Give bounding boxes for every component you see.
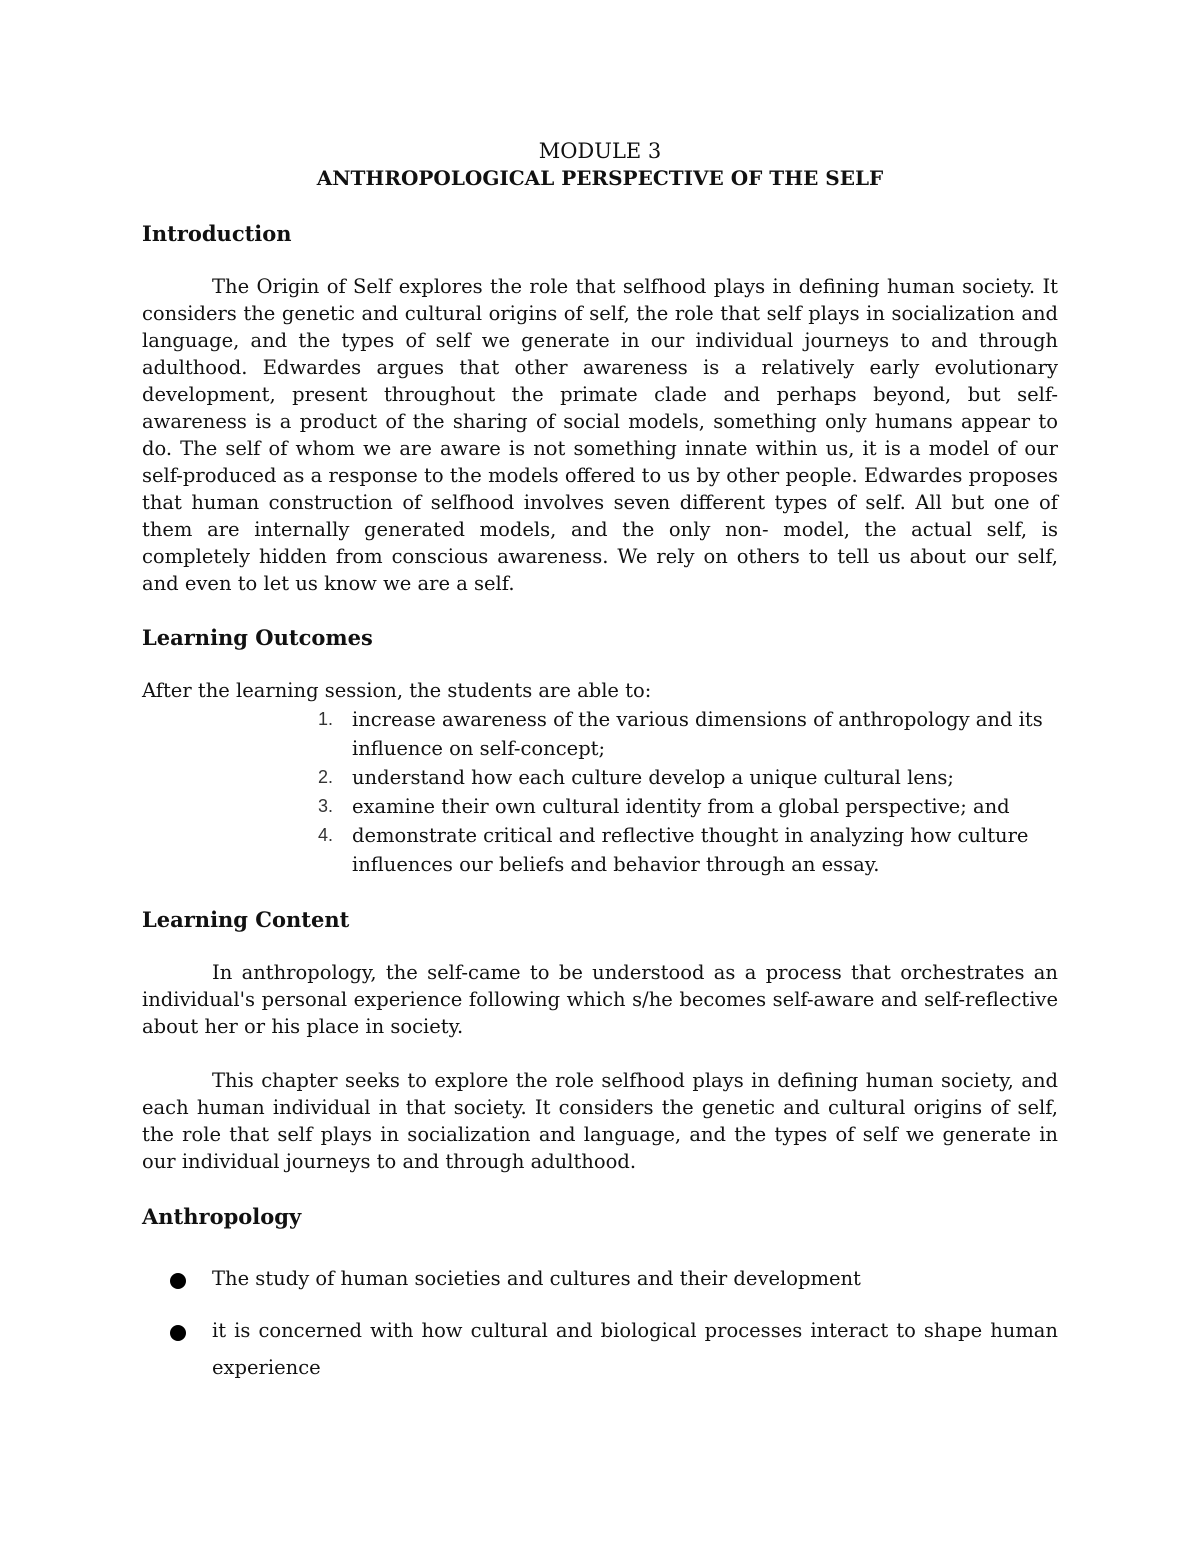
module-title: ANTHROPOLOGICAL PERSPECTIVE OF THE SELF — [316, 166, 884, 190]
learning-content-paragraph: In anthropology, the self-came to be understood as a process that orchestrates an individual's personal experience following which s/he becomes self-aware and self-reflective about her or his place in society. — [142, 961, 1058, 1038]
document-page — [142, 138, 1058, 1401]
bullet-text: The study of human societies and cultures and their development — [212, 1267, 861, 1290]
document-header — [142, 138, 1058, 192]
bullet-dot-icon — [170, 1325, 186, 1341]
bullet-text: it is concerned with how cultural and biological processes interact to shape human experience — [212, 1319, 1058, 1379]
learning-content-heading: Learning Content — [142, 907, 350, 932]
outcome-item — [306, 792, 1058, 821]
outcome-text: understand how each culture develop a unique cultural lens; — [352, 766, 954, 789]
bullet-item — [170, 1312, 1058, 1386]
bullet-dot-icon — [170, 1273, 186, 1289]
outcome-number: 1. — [318, 709, 334, 729]
module-label: MODULE 3 — [538, 139, 662, 163]
outcome-text: examine their own cultural identity from a global perspective; and — [352, 795, 1010, 818]
outcome-item — [306, 821, 1058, 879]
introduction-heading: Introduction — [142, 221, 292, 246]
anthropology-bullet-list — [142, 1260, 1058, 1386]
outcome-number: 3. — [318, 796, 334, 816]
learning-outcomes-list — [142, 705, 1058, 879]
outcome-text: demonstrate critical and reflective thought in analyzing how culture influences our beliefs and behavior through an essay. — [352, 824, 1029, 876]
introduction-paragraph: The Origin of Self explores the role that selfhood plays in defining human society. It considers the genetic and cultural origins of self, the role that self plays in socialization and language, and the types of self we generate in our individual journeys to and through adulthood. Edwardes argues that other awareness is a relatively early evolutionary development, present throughout the primate clade and perhaps beyond, but self-awareness is a product of the sharing of social models, something only humans appear to do. The self of whom we are aware is not something innate within us, it is a model of our self-produced as a response to the models offered to us by other people. Edwardes proposes that human construction of selfhood involves seven different types of self. All but one of them are internally generated models, and the only non- model, the actual self, is completely hidden from conscious awareness. We rely on others to tell us about our self, and even to let us know we are a self. — [142, 275, 1058, 595]
outcome-item — [306, 705, 1058, 763]
outcome-number: 2. — [318, 767, 334, 787]
anthropology-heading: Anthropology — [142, 1204, 302, 1229]
outcome-text: increase awareness of the various dimensions of anthropology and its influence on self-concept; — [352, 708, 1043, 760]
outcome-item — [306, 763, 1058, 792]
learning-outcomes-lead: After the learning session, the students are able to: — [142, 679, 652, 702]
learning-outcomes-heading: Learning Outcomes — [142, 625, 373, 650]
bullet-item — [170, 1260, 1058, 1297]
learning-content-paragraph: This chapter seeks to explore the role selfhood plays in defining human society, and each human individual in that society. It considers the genetic and cultural origins of self, the role that self plays in socialization and language, and the types of self we generate in our individual journeys to and through adulthood. — [142, 1069, 1058, 1173]
outcome-number: 4. — [318, 825, 334, 845]
